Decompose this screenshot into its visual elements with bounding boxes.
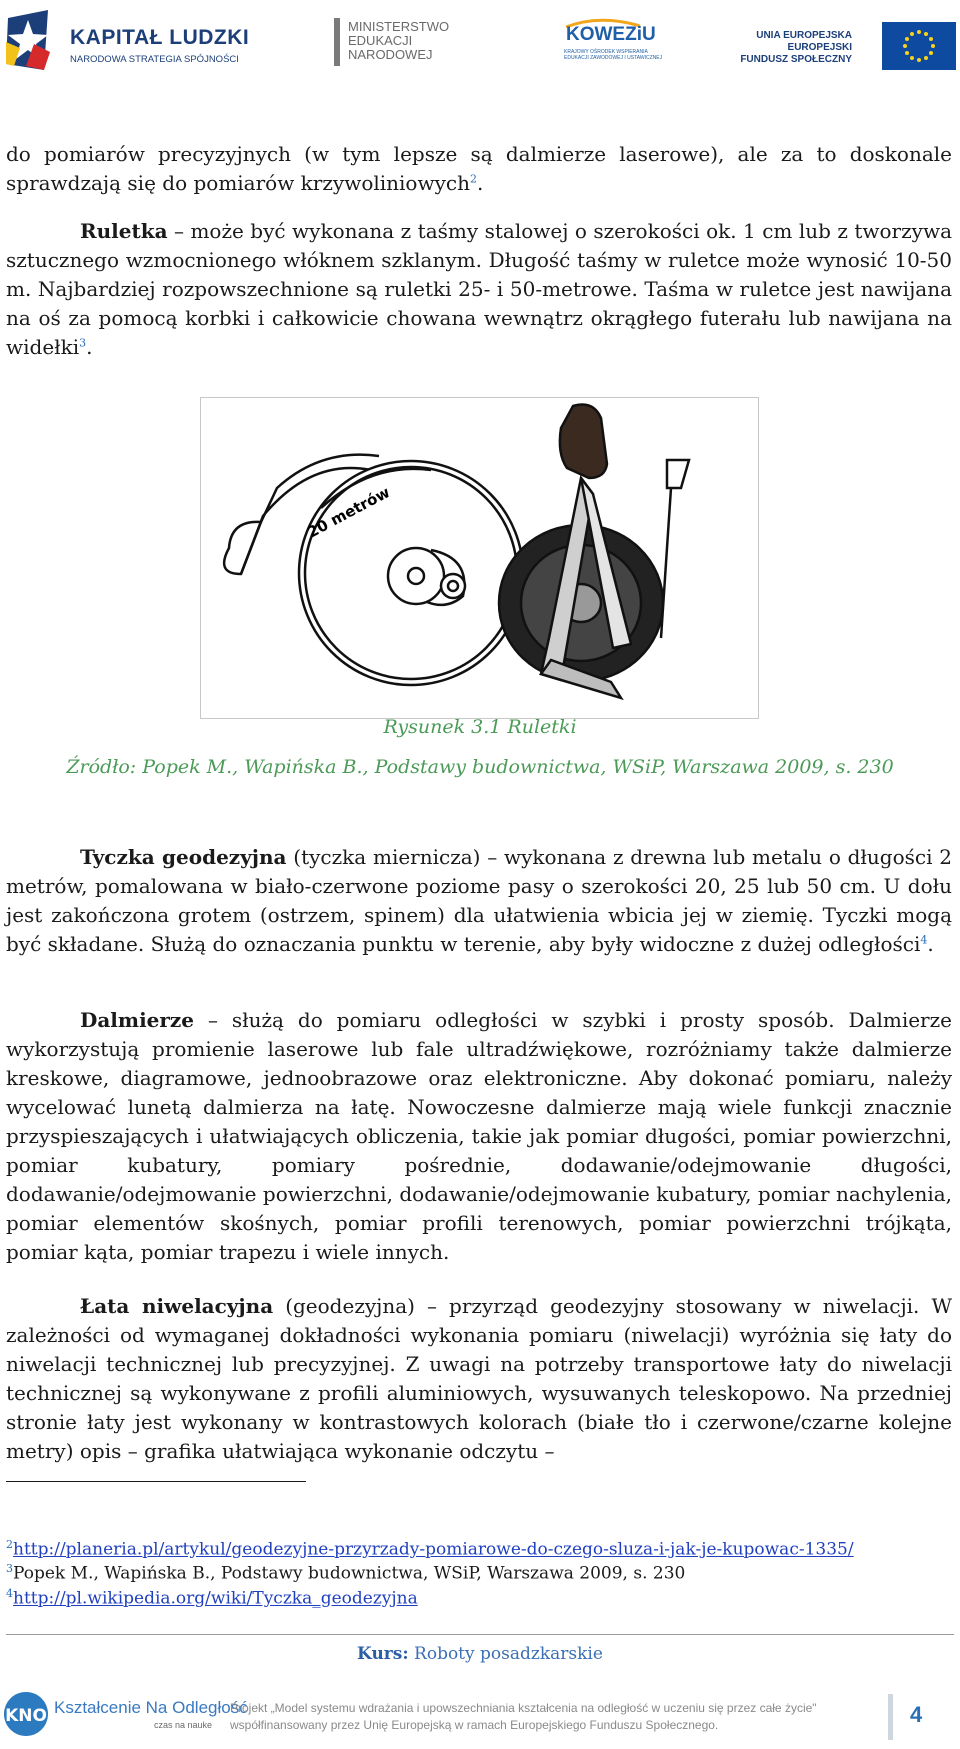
term-tyczka: Tyczka geodezyjna [80, 845, 287, 869]
page-header [0, 0, 960, 80]
paragraph-lata [6, 1292, 952, 1466]
koweziu-logo [560, 18, 670, 68]
paragraph-tyczka [6, 843, 952, 959]
figure-caption: Rysunek 3.1 Ruletki [383, 716, 577, 738]
figure-ruletki [200, 397, 759, 719]
paragraph-text: (geodezyjna) – przyrząd geodezyjny stosowany w niwelacji. W zależności od wymaganej dokładności wykonania pomiaru (niwelacji) wyróżnia się łaty do niwelacji technicznej lub precyzyjnej. Z uwagi na potrzeby transportowe łaty do niwelacji technicznej są wykonywane z profili aluminiowych, wysuwanych teleskopowo. Na przedniej stronie łaty jest wykonany w kontrastowych kolorach (białe tło i czerwone/czarne kolejne metry) opis – grafika ułatwiająca wykonanie odczytu – [6, 1294, 952, 1463]
eu-text: UNIA EUROPEJSKA EUROPEJSKI FUNDUSZ SPOŁECZNY [740, 30, 852, 65]
footnote-number: 4 [6, 1587, 13, 1600]
tape-measure-illustration [201, 398, 758, 718]
footnote-divider [6, 1481, 306, 1482]
paragraph-text: do pomiarów precyzyjnych (w tym lepsze są dalmierze laserowe), ale za to doskonale sprawdzają się do pomiarów krzywoliniowych [6, 142, 952, 195]
term-dalmierze: Dalmierze [80, 1008, 195, 1032]
paragraph-ruletka [6, 217, 952, 362]
ksztalcenie-text: Kształcenie Na Odległość [54, 1698, 248, 1717]
footnote-ref: 4 [920, 933, 928, 947]
paragraph-continuation [6, 140, 952, 198]
paragraph-end: . [927, 932, 934, 956]
footer-divider [6, 1634, 954, 1635]
ksztalcenie-logo [4, 1690, 248, 1740]
project-line: Projekt „Model systemu wdrażania i upowszechniania kształcenia na odległość w uczeniu się przez całe życie" [230, 1701, 817, 1715]
footnote-text: Popek M., Wapińska B., Podstawy budownictwa, WSiP, Warszawa 2009, s. 230 [13, 1563, 686, 1584]
footnote-ref: 3 [79, 336, 87, 350]
koweziu-text: KOWEZiU [566, 24, 656, 45]
eu-logo [740, 18, 956, 70]
tape-label: 20 metrów [304, 483, 393, 542]
paragraph-text: (tyczka miernicza) – wykonana z drewna lub metalu o długości 2 metrów, pomalowana w biało-czerwone poziome pasy o szerokości 20, 25 lub 50 cm. U dołu jest zakończona grotem (ostrzem, spinem) dla ułatwienia wbicia jej w ziemię. Tyczki mogą być składane. Służą do oznaczania punktu w terenie, aby były widoczne z dużej odległości [6, 845, 952, 956]
footnote-link[interactable]: http://pl.wikipedia.org/wiki/Tyczka_geodezyjna [13, 1588, 418, 1609]
paragraph-end: . [86, 335, 93, 359]
project-note [230, 1700, 817, 1734]
page-number: 4 [910, 1702, 923, 1727]
project-line: współfinansowany przez Unię Europejską w ramach Europejskiego Funduszu Społecznego. [230, 1718, 719, 1732]
ministry-text: MINISTERSTWO EDUKACJI NARODOWEJ [348, 19, 450, 62]
term-lata: Łata niwelacyjna [80, 1294, 274, 1318]
kno-logo-icon [4, 1692, 48, 1736]
kapital-ludzki-logo [4, 8, 250, 72]
ksztalcenie-subtitle: czas na nauke [154, 1720, 213, 1730]
kapital-ludzki-title: KAPITAŁ LUDZKI [70, 26, 250, 49]
star-icon [4, 8, 52, 72]
footnote-4 [6, 1582, 418, 1611]
kapital-ludzki-subtitle: NARODOWA STRATEGIA SPÓJNOŚCI [70, 54, 239, 65]
course-label [0, 1644, 960, 1664]
course-name: Roboty posadzkarskie [414, 1644, 603, 1664]
figure-source: Źródło: Popek M., Wapińska B., Podstawy budownictwa, WSiP, Warszawa 2009, s. 230 [66, 756, 894, 778]
paragraph-text: – służą do pomiaru odległości w szybki i prosty sposób. Dalmierze wykorzystują promienie laserowe lub fale ultradźwiękowe, rozróżniamy także dalmierze kreskowe, diagramowe, jednoobrazowe oraz elektroniczne. Aby dokonać pomiaru, należy wycelować lunetą dalmierza na łatę. Nowoczesne dalmierze mają wiele funkcji znacznie przyspieszających i ułatwiających obliczenia, takie jak pomiar długości, pomiar powierzchni, pomiar kubatury, pomiary pośrednie, dodawanie/odejmowanie długości, dodawanie/odejmowanie powierzchni, dodawanie/odejmowanie kubatury, pomiar nachylenia, pomiar elementów skośnych, pomiar profili terenowych, pomiar powierzchni trójkąta, pomiar kąta, pomiar trapezu i wiele innych. [6, 1008, 952, 1264]
page-number-bar [888, 1694, 893, 1740]
term-ruletka: Ruletka [80, 219, 168, 243]
paragraph-end: . [476, 171, 484, 195]
eu-flag-icon [882, 22, 956, 70]
svg-text:KNO: KNO [5, 1706, 47, 1726]
footnote-ref: 2 [469, 172, 477, 186]
footnote-number: 3 [6, 1562, 13, 1575]
ministry-bar [334, 18, 340, 66]
ministry-logo [334, 18, 464, 68]
footnote-number: 2 [6, 1538, 13, 1551]
course-label-key: Kurs: [357, 1644, 409, 1664]
paragraph-dalmierze [6, 1006, 952, 1267]
koweziu-subtitle: KRAJOWY OŚRODEK WSPIERANIA EDUKACJI ZAWODOWEJ I USTAWICZNEJ [564, 49, 663, 61]
paragraph-text: – może być wykonana z taśmy stalowej o szerokości ok. 1 cm lub z tworzywa sztucznego wzmocnionego włóknem szklanym. Długość taśmy w ruletce może wynosić 10-50 m. Najbardziej rozpowszechnione są ruletki 25- i 50-metrowe. Taśma w ruletce jest nawijana na oś za pomocą korbki i całkowicie chowana wewnątrz okrągłego futerału lub nawijana na widełki [6, 219, 952, 359]
footnote-link[interactable]: http://planeria.pl/artykul/geodezyjne-przyrzady-pomiarowe-do-czego-sluza-i-jak-je-kupowac-1335/ [13, 1539, 854, 1560]
